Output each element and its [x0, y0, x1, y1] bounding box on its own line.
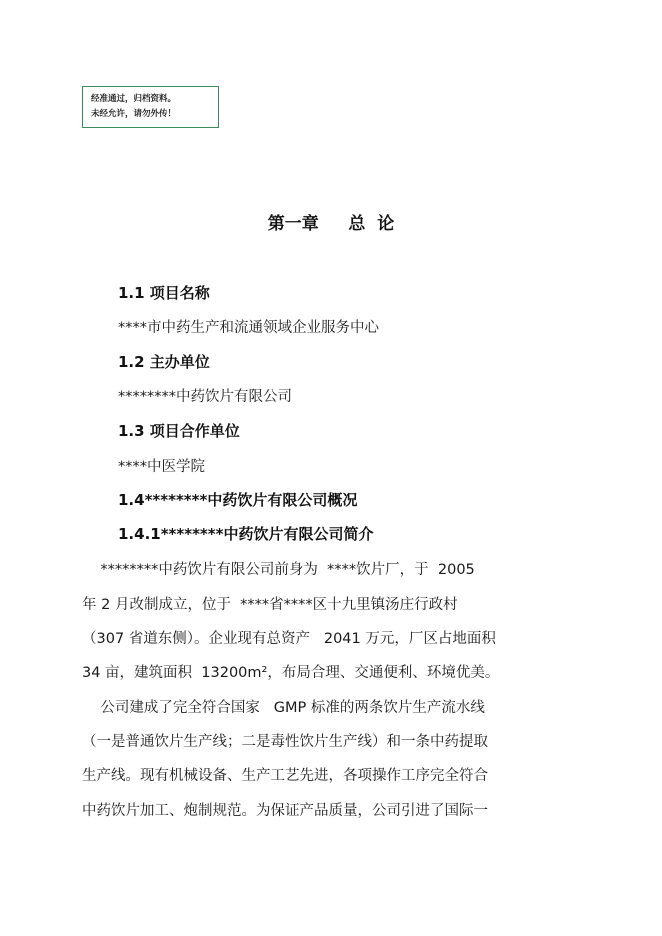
- section-heading-1-4: 1.4********中药饮片有限公司概况: [118, 491, 358, 509]
- section-text-1-1: ****市中药生产和流通领域企业服务中心: [118, 320, 379, 336]
- paragraph-2-line-3: 生产线。现有机械设备、生产工艺先进，各项操作工序完全符合: [82, 768, 488, 784]
- paragraph-1-line-1: ********中药饮片有限公司前身为 ****饮片厂，于 2005: [82, 562, 475, 578]
- paragraph-1-line-2: 年 2 月改制成立，位于 ****省****区十九里镇汤庄行政村: [82, 597, 458, 613]
- paragraph-2-line-1: 公司建成了完全符合国家 GMP 标准的两条饮片生产流水线: [82, 700, 485, 716]
- stamp-line-1: 经准通过，归档资料。: [91, 94, 177, 104]
- paragraph-2-line-4: 中药饮片加工、炮制规范。为保证产品质量，公司引进了国际一: [82, 803, 488, 819]
- section-heading-1-1: 1.1 项目名称: [118, 284, 210, 302]
- paragraph-1-line-3: （307 省道东侧）。企业现有总资产 2041 万元，厂区占地面积: [82, 631, 496, 647]
- section-text-1-3: ****中医学院: [118, 459, 205, 475]
- confidential-stamp: [82, 86, 219, 128]
- stamp-line-2: 未经允许，请勿外传！: [91, 109, 177, 119]
- chapter-title: 第一章 总 论: [267, 214, 395, 234]
- section-heading-1-3: 1.3 项目合作单位: [118, 422, 240, 440]
- paragraph-1-line-4: 34 亩，建筑面积 13200m²，布局合理、交通便利、环境优美。: [82, 665, 500, 681]
- section-text-1-2: ********中药饮片有限公司: [118, 389, 292, 405]
- section-heading-1-2: 1.2 主办单位: [118, 353, 210, 371]
- section-heading-1-4-1: 1.4.1********中药饮片有限公司简介: [118, 525, 374, 543]
- paragraph-2-line-2: （一是普通饮片生产线；二是毒性饮片生产线）和一条中药提取: [82, 734, 488, 750]
